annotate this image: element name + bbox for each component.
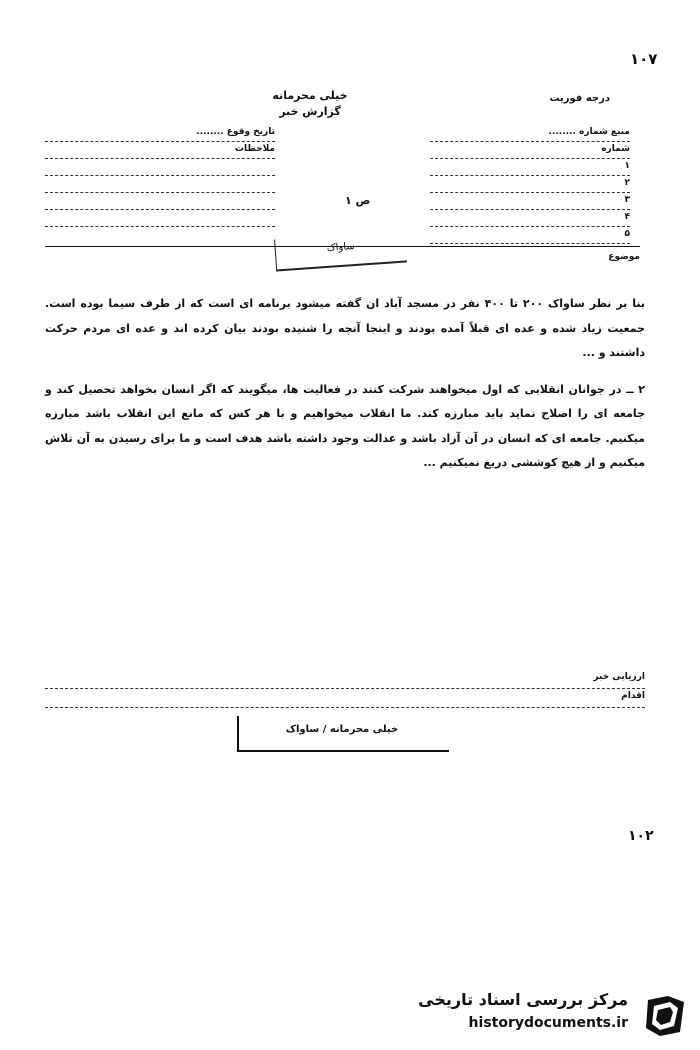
header-field-left xyxy=(45,212,275,227)
priority-label: درجه فوریت xyxy=(549,93,610,104)
evaluation-line: ارزیابی خبر xyxy=(45,672,645,689)
signature-stamp-text: خیلی محرمانه / ساواک xyxy=(285,724,399,735)
publisher-url: historydocuments.ir xyxy=(468,1015,628,1031)
header-field-left: تاریخ وقوع ........ xyxy=(45,127,275,142)
header-field-right: ۲ xyxy=(430,178,630,193)
publisher-logo-icon xyxy=(640,992,690,1038)
classification-label: خیلی محرمانه xyxy=(272,89,348,102)
subject-row xyxy=(45,252,640,268)
classification-header xyxy=(245,88,375,120)
header-field-right: شماره xyxy=(430,144,630,159)
report-paragraph: بنا بر نظر ساواک ۲۰۰ تا ۴۰۰ نفر در مسجد آباد ان گفته میشود برنامه ای است که از طرف سیما بوده است. جمعیت زیاد شده و عده ای قبلاً آمده بودند و اینجا آنچه را شنیده بودند بیان کرده اند و عده ای مردم حرکت داشتند و ... xyxy=(45,297,645,359)
footer-number: ۱۰۲ xyxy=(628,828,654,844)
evaluation-section xyxy=(45,672,645,710)
header-field-left: ملاحظات xyxy=(45,144,275,159)
publisher-name: مرکز بررسی اسناد تاریخی xyxy=(418,990,628,1009)
header-field-left xyxy=(45,178,275,193)
header-field-left xyxy=(45,195,275,210)
action-line: اقدام xyxy=(45,691,645,708)
header-stamp: ساواک xyxy=(274,230,407,271)
header-field-right: ۳ xyxy=(430,195,630,210)
header-field-right: ۱ xyxy=(430,161,630,176)
publisher-watermark xyxy=(408,990,698,1045)
section-number: ص ۱ xyxy=(345,194,371,207)
report-paragraph: ۲ ــ در جوانان انقلابی که اول میخواهند شرکت کنند در فعالیت ها، میگویند که اگر انسان بخواهد تحصیل کند و جامعه ای را اصلاح نماید باید مبارزه کند. ما انقلاب میخواهیم و با هر کس که مانع این انقلاب باشد مبارزه میکنیم. جامعه ای که انسان در آن آزاد باشد و عدالت وجود داشته باشد هدف است و ما برای رسیدن به آن تلاش میکنیم و از هیچ کوششی دریغ نمیکنیم ... xyxy=(45,382,645,469)
header-field-right: منبع شماره ........ xyxy=(430,127,630,142)
header-field-left xyxy=(45,161,275,176)
report-type-label: گزارش خبر xyxy=(279,105,341,118)
header-field-right: ۴ xyxy=(430,212,630,227)
subject-label: موضوع xyxy=(608,252,640,262)
report-body xyxy=(45,292,645,476)
header-field-right: ۵ xyxy=(430,229,630,244)
page-number: ۱۰۷ xyxy=(630,50,658,68)
signature-stamp xyxy=(237,716,447,750)
